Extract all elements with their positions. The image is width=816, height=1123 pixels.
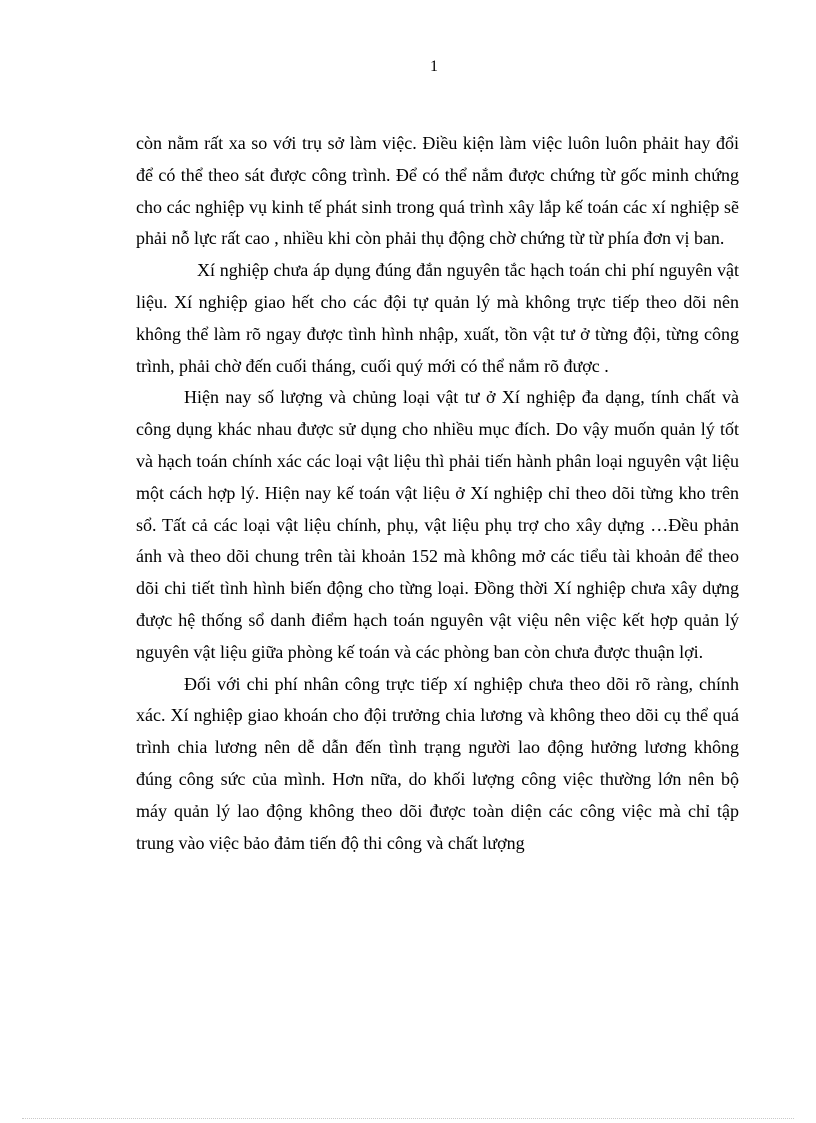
page-bottom-divider — [22, 1118, 794, 1119]
paragraph-continuation: còn nằm rất xa so với trụ sở làm việc. Điều kiện làm việc luôn luôn phảit hay đổi để có thể theo sát được công trình. Để có thể nắm được chứng từ gốc minh chứng cho các nghiệp vụ kinh tế phát sinh trong quá trình xây lắp kế toán các xí nghiệp sẽ phải nỗ lực rất cao , nhiều khi còn phải thụ động chờ chứng từ từ phía đơn vị ban. — [136, 133, 739, 249]
paragraph-material-cost-principle: Xí nghiệp chưa áp dụng đúng đắn nguyên tắc hạch toán chi phí nguyên vật liệu. Xí nghiệp giao hết cho các đội tự quản lý mà không trực tiếp theo dõi nên không thể làm rõ ngay được tình hình nhập, xuất, tồn vật tư ở từng đội, từng công trình, phải chờ đến cuối tháng, cuối quý mới có thể nắm rõ được . — [136, 260, 739, 376]
paragraph-material-classification: Hiện nay số lượng và chủng loại vật tư ở Xí nghiệp đa dạng, tính chất và công dụng khác nhau được sử dụng cho nhiều mục đích. Do vậy muốn quản lý tốt và hạch toán chính xác các loại vật liệu thì phải tiến hành phân loại nguyên vật liệu một cách hợp lý. Hiện nay kế toán vật liệu ở Xí nghiệp chỉ theo dõi từng kho trên sổ. Tất cả các loại vật liệu chính, phụ, vật liệu phụ trợ cho xây dựng …Đều phản ánh và theo dõi chung trên tài khoản 152 mà không mở các tiểu tài khoản để theo dõi chi tiết tình hình biến động cho từng loại. Đồng thời Xí nghiệp chưa xây dựng được hệ thống sổ danh điểm hạch toán nguyên vật việu nên việc kết hợp quản lý nguyên vật liệu giữa phòng kế toán và các phòng ban còn chưa được thuận lợi. — [136, 387, 739, 662]
page-number: 1 — [430, 58, 438, 75]
document-body — [136, 128, 739, 859]
paragraph-labor-cost: Đối với chi phí nhân công trực tiếp xí nghiệp chưa theo dõi rõ ràng, chính xác. Xí nghiệp giao khoán cho đội trưởng chia lương và không theo dõi cụ thể quá trình chia lương nên dễ dẫn đến tình trạng người lao động hưởng lương không đúng công sức của mình. Hơn nữa, do khối lượng công việc thường lớn nên bộ máy quản lý lao động không theo dõi được toàn diện các công việc mà chỉ tập trung vào việc bảo đảm tiến độ thi công và chất lượng — [136, 673, 739, 853]
